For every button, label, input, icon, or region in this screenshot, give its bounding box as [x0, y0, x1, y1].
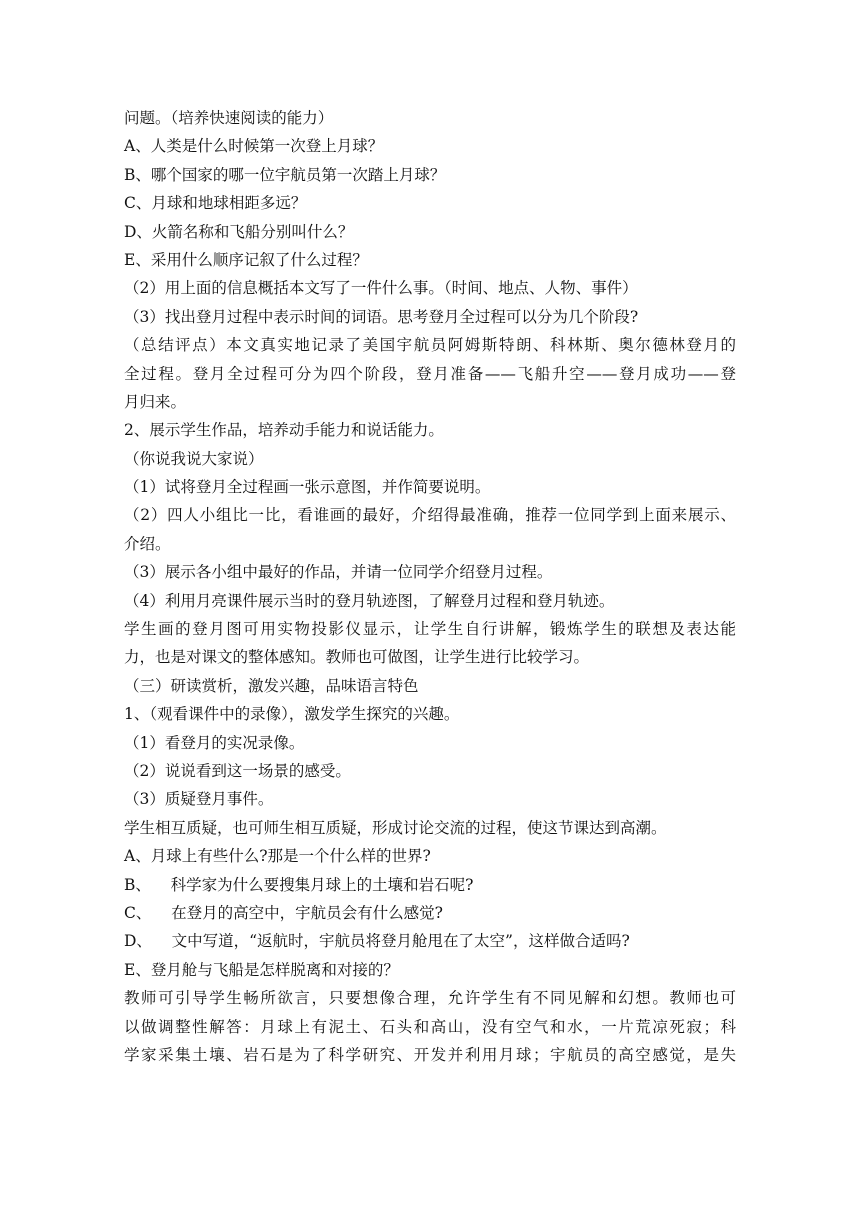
- text-line: （4）利用月亮课件展示当时的登月轨迹图，了解登月过程和登月轨迹。: [124, 591, 615, 610]
- text-line: 学家采集土壤、岩石是为了科学研究、开发并利用月球；宇航员的高空感觉，是失: [124, 1045, 736, 1064]
- text-line: 全过程。登月全过程可分为四个阶段，登月准备——飞船升空——登月成功——登: [124, 364, 736, 383]
- text-line: （你说我说大家说）: [124, 449, 264, 468]
- text-line: （3）质疑登月事件。: [124, 790, 274, 809]
- text-line: （2）用上面的信息概括本文写了一件什么事。（时间、地点、人物、事件）: [124, 279, 638, 298]
- text-line: D、火箭名称和飞船分别叫什么？: [124, 222, 354, 241]
- text-line: （2）说说看到这一场景的感受。: [124, 761, 351, 780]
- text-line: 介绍。: [124, 534, 171, 553]
- text-line: 学生相互质疑，也可师生相互质疑，形成讨论交流的过程，使这节课达到高潮。: [124, 818, 667, 837]
- text-line: A、月球上有些什么?那是一个什么样的世界?: [124, 847, 431, 866]
- text-line: （1）试将登月全过程画一张示意图，并作简要说明。: [124, 478, 491, 497]
- text-line: 力，也是对课文的整体感知。教师也可做图，让学生进行比较学习。: [124, 648, 590, 667]
- text-line: C、月球和地球相距多远？: [124, 194, 307, 213]
- text-line: （2）四人小组比一比，看谁画的最好，介绍得最准确，推荐一位同学到上面来展示、: [124, 506, 736, 525]
- text-line: B、 科学家为什么要搜集月球上的土壤和岩石呢?: [124, 875, 474, 894]
- text-line: （三）研读赏析，激发兴趣，品味语言特色: [124, 676, 419, 695]
- text-line: 2、展示学生作品，培养动手能力和说话能力。: [124, 421, 444, 440]
- text-line: 教师可引导学生畅所欲言，只要想像合理，允许学生有不同见解和幻想。教师也可: [124, 989, 736, 1008]
- document-page: [124, 104, 736, 1069]
- text-line: （1）看登月的实况录像。: [124, 733, 305, 752]
- text-line: （3）找出登月过程中表示时间的词语。思考登月全过程可以分为几个阶段?: [124, 307, 639, 326]
- text-line: E、采用什么顺序记叙了什么过程？: [124, 250, 368, 269]
- text-line: （3）展示各小组中最好的作品，并请一位同学介绍登月过程。: [124, 563, 553, 582]
- text-line: E、登月舱与飞船是怎样脱离和对接的？: [124, 960, 399, 979]
- text-line: （总结评点）本文真实地记录了美国宇航员阿姆斯特朗、科林斯、奥尔德林登月的: [124, 336, 736, 355]
- text-line: B、哪个国家的哪一位宇航员第一次踏上月球？: [124, 165, 446, 184]
- text-line: A、人类是什么时候第一次登上月球？: [124, 137, 384, 156]
- text-line: 以做调整性解答：月球上有泥土、石头和高山，没有空气和水，一片荒凉死寂；科: [124, 1017, 736, 1036]
- text-line: D、 文中写道，“返航时，宇航员将登月舱甩在了太空”，这样做合适吗?: [124, 932, 630, 951]
- text-line: 1、（观看课件中的录像），激发学生探究的兴趣。: [124, 705, 460, 724]
- text-line: 问题。（培养快速阅读的能力）: [124, 109, 334, 127]
- text-line: C、 在登月的高空中，宇航员会有什么感觉?: [124, 903, 443, 922]
- text-line: 学生画的登月图可用实物投影仪显示，让学生自行讲解，锻炼学生的联想及表达能: [124, 620, 736, 639]
- text-line: 月归来。: [124, 392, 187, 411]
